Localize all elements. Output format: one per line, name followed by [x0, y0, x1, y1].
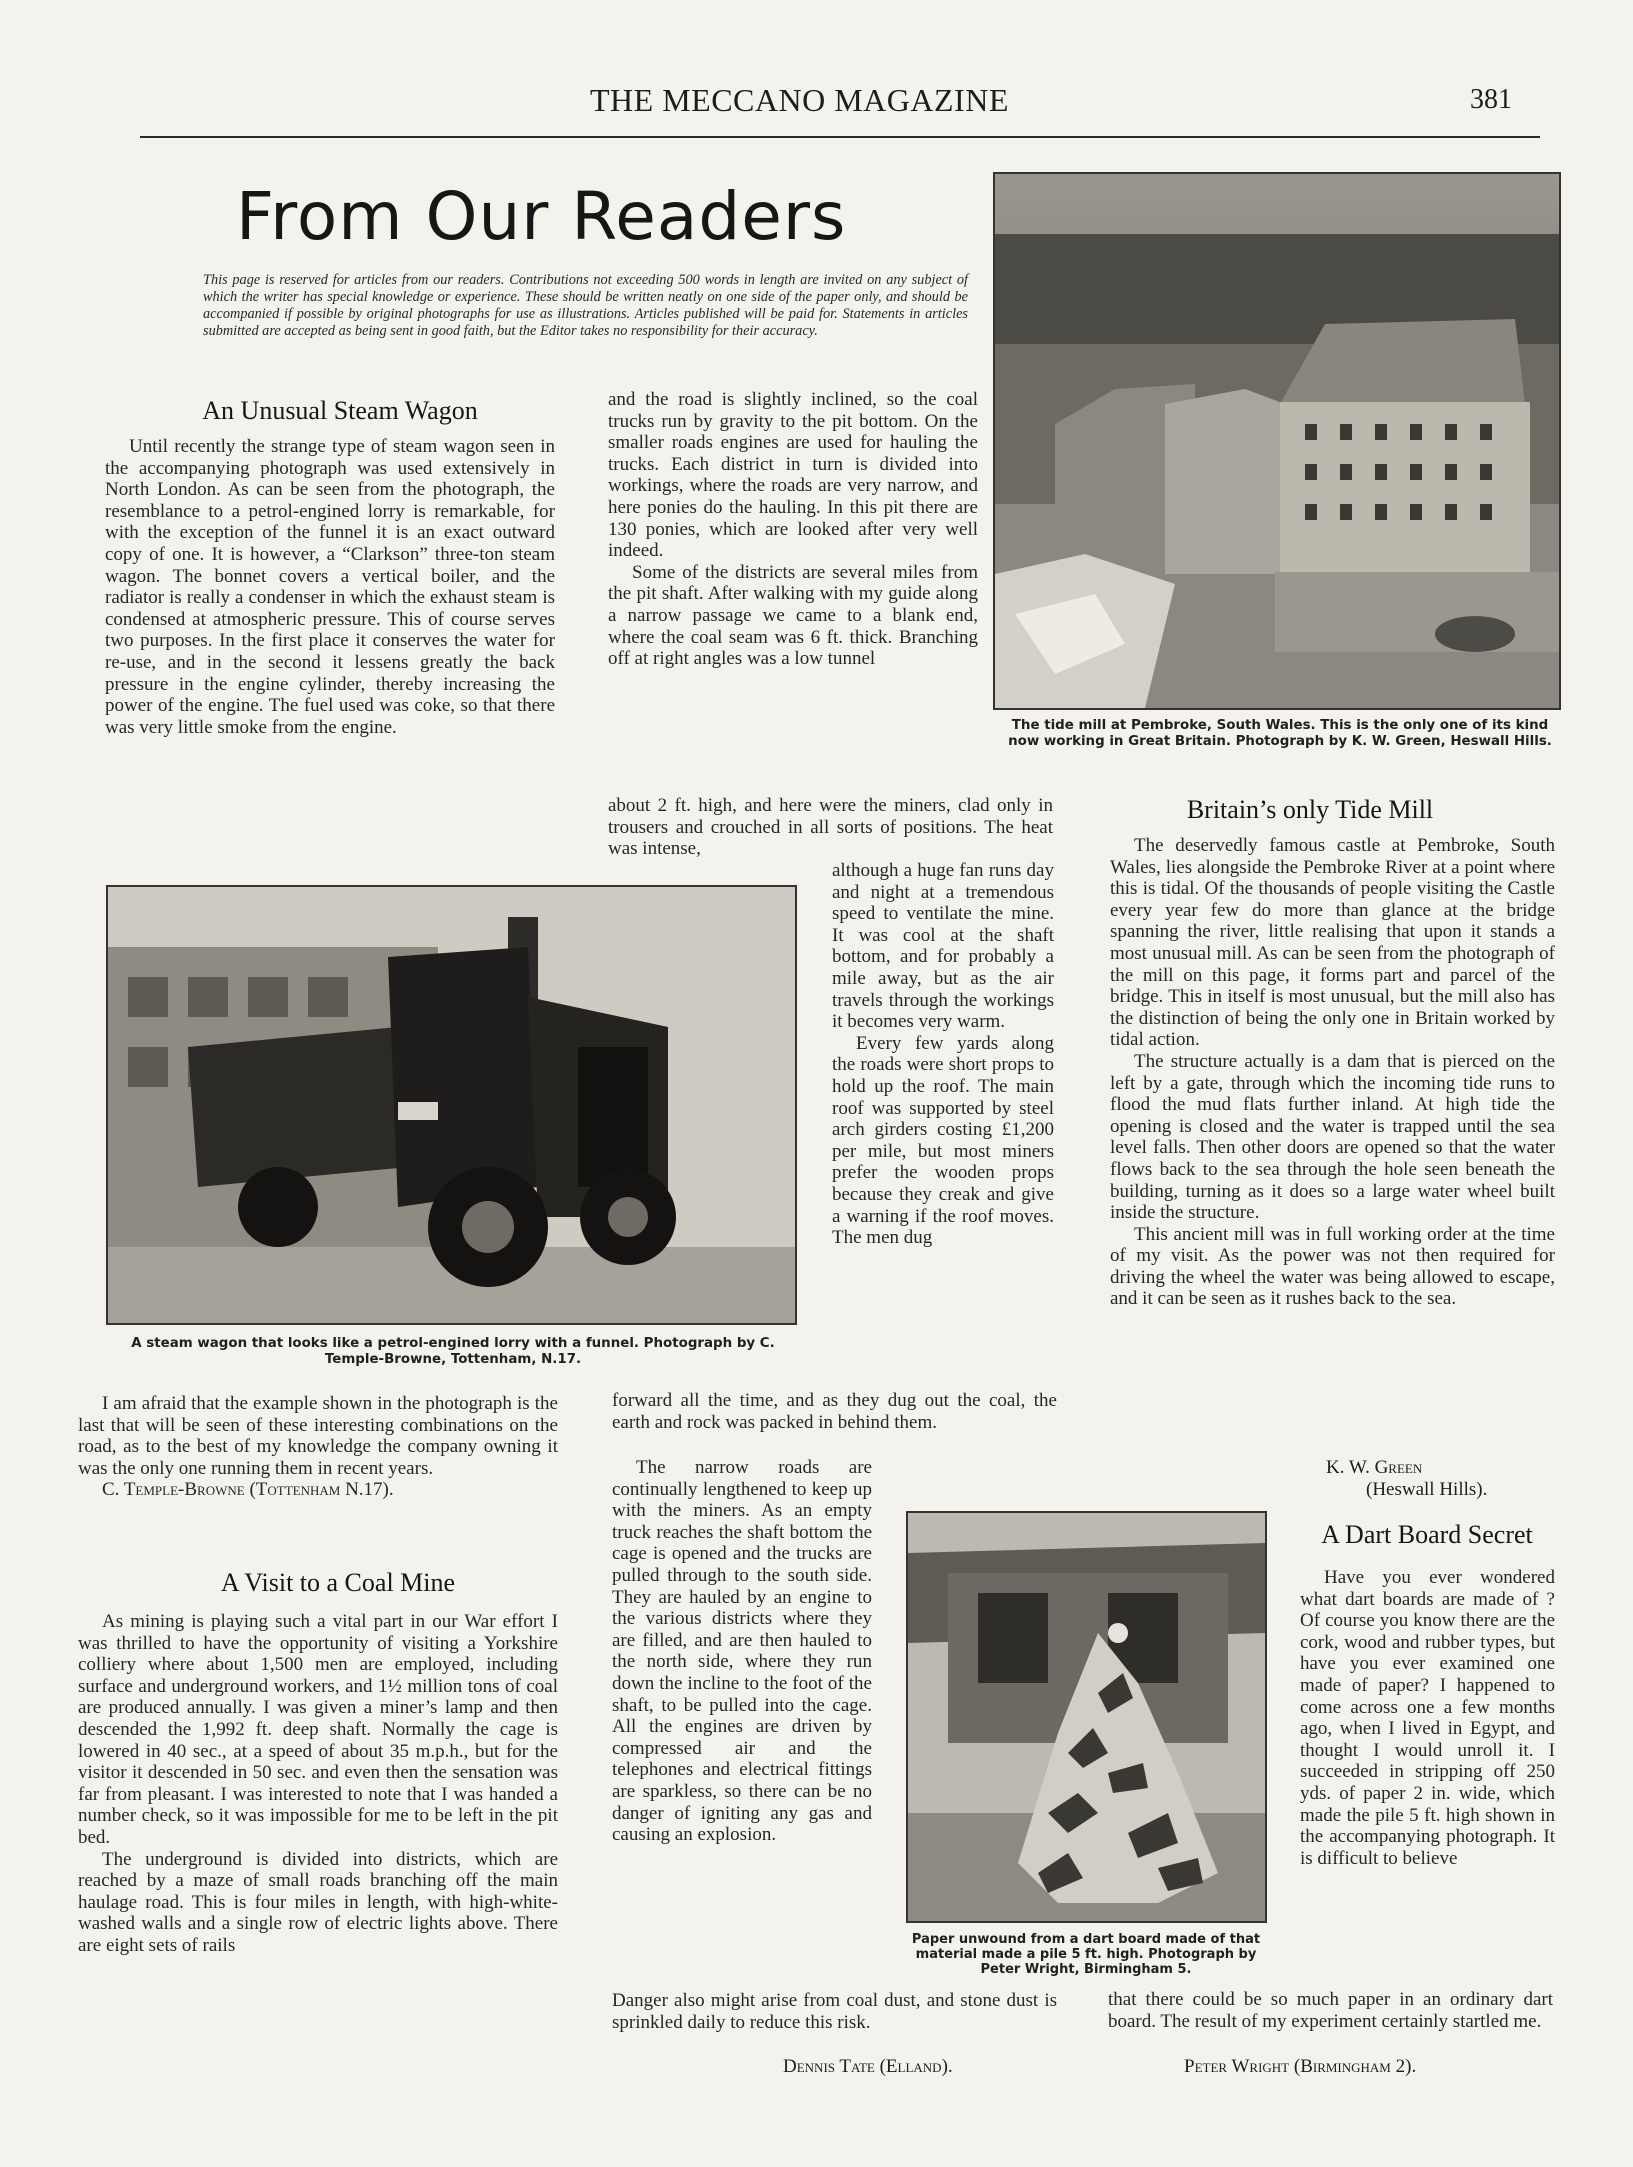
tide-mill-caption: The tide mill at Pembroke, South Wales. This is the only one of its kind now working in Great Britain. Photograph by K. W. Green, Heswall Hills.	[1008, 718, 1552, 749]
tide-mill-photo	[993, 172, 1561, 710]
coal-mine-paragraph-4: Some of the districts are several miles from the pit shaft. After walking with my guide along a narrow passage we came to a blank end, where the coal seam was 6 ft. thick. Branching off at right angles was a low tunnel	[608, 561, 978, 670]
steam-wagon-signature: C. Temple-Browne (Tottenham N.17).	[102, 1479, 394, 1501]
coal-mine-paragraph-4-cont: about 2 ft. high, and here were the miners, clad only in trousers and crouched in all sorts of positions. The heat was intense,	[608, 795, 1053, 860]
steam-wagon-heading: An Unusual Steam Wagon	[202, 396, 478, 425]
steam-wagon-text	[105, 436, 555, 738]
coal-mine-paragraph-4-end: although a huge fan runs day and night at a tremendous speed to ventilate the mine. It was cool at the shaft bottom, and for probably a mile away, but as the air travels through the workings it becomes very warm.	[832, 860, 1054, 1033]
tide-mill-paragraph-1: The deservedly famous castle at Pembroke, South Wales, lies alongside the Pembroke River at a point where this is tidal. Of the thousands of people visiting the Castle every year few do more than glance at the bridge spanning the river, little realising that upon it stands a most unusual mill. As can be seen from the photograph of the mill on this page, it forms part and parcel of the bridge. This in itself is most unusual, but the mill also has the distinction of being the only one in Britain worked by tidal action.	[1110, 835, 1555, 1051]
steam-wagon-paragraph-2: I am afraid that the example shown in the photograph is the last that will be seen of these interesting combinations on the road, as to the best of my knowledge the company owning it was the only one running them in recent years.	[78, 1393, 558, 1479]
coal-mine-signature: Dennis Tate (Elland).	[783, 2056, 953, 2077]
coal-mine-column-2	[608, 389, 978, 670]
dart-board-text-2	[1108, 1989, 1553, 2032]
coal-mine-column-2-narrow	[612, 1457, 872, 1846]
coal-mine-paragraph-2: The underground is divided into districts, which are reached by a maze of small roads branching off the main haulage road. This is four miles in length, with high-white-washed walls and a single row of electric lights above. There are eight sets of rails	[78, 1848, 558, 1956]
steam-wagon-paragraph-1: Until recently the strange type of steam wagon seen in the accompanying photograph was used extensively in North London. As can be seen from the photograph, the resemblance to a petrol-engined lorry is remarkable, for with the exception of the funnel it is an exact outward copy of one. It is however, a “Clarkson” three-ton steam wagon. The bonnet covers a vertical boiler, and the radiator is really a condenser in which the exhaust steam is condensed at atmospheric pressure. This of course serves two purposes. In the first place it conserves the water for re-use, and in the second it lessens greatly the back pressure in the engine cylinder, thereby increasing the power of the engine. The fuel used was coke, so that there was very little smoke from the engine.	[105, 436, 555, 738]
coal-mine-narrow-column	[832, 860, 1054, 1249]
tide-mill-signature-name: K. W. Green	[1326, 1457, 1423, 1478]
coal-mine-heading: A Visit to a Coal Mine	[220, 1568, 456, 1597]
tide-mill-paragraph-2: The structure actually is a dam that is pierced on the left by a gate, through which the incoming tide runs to flood the mud flats further inland. At high tide the opening is closed and the water is trapped until the sea level falls. Then other doors are opened so that the water flows back to the sea through the hole seen beneath the building, turning as it does so a large water wheel built inside the structure.	[1110, 1050, 1555, 1224]
steam-wagon-photo	[106, 885, 797, 1325]
page-title: From Our Readers	[236, 178, 847, 255]
magazine-title: THE MECCANO MAGAZINE	[590, 82, 1009, 118]
dart-board-photo	[906, 1511, 1267, 1923]
tide-mill-text	[1110, 835, 1555, 1310]
coal-mine-paragraph-1: As mining is playing such a vital part in our War effort I was thrilled to have the opportunity of visiting a Yorkshire colliery where about 1,500 men are employed, including surface and underground workers, and 1½ million tons of coal are produced annually. I was given a miner’s lamp and then descended the 1,992 ft. deep shaft. Normally the cage is lowered in 40 sec., at a speed of about 35 m.p.h., but for the visitor it descended in 50 sec. and even then the sensation was far from pleasant. I was interested to note that I was handed a number check, so it was impossible for me to be left in the pit bed.	[78, 1611, 558, 1848]
coal-mine-paragraph-7: Danger also might arise from coal dust, and stone dust is sprinkled daily to reduce this risk.	[612, 1990, 1057, 2033]
coal-mine-paragraph-6: The narrow roads are continually lengthened to keep up with the miners. As an empty truck reaches the shaft bottom the cage is opened and the trucks are pulled through to the south side. They are hauled by an engine to the various districts where they are filled, and are then hauled to the north side, where they run down the incline to the foot of the shaft, to be pulled into the cage. All the engines are driven by compressed air and the telephones and electrical fittings are sparkless, so there can be no danger of igniting any gas and causing an explosion.	[612, 1457, 872, 1846]
coal-mine-paragraph-3: and the road is slightly inclined, so the coal trucks run by gravity to the pit bottom. On the smaller roads engines are used for hauling the trucks. Each district in turn is divided into workings, where the roads are very narrow, and here ponies do the hauling. In this pit there are 130 ponies, which are looked after very well indeed.	[608, 389, 978, 562]
header-rule	[140, 136, 1540, 138]
coal-mine-column-2-wide	[608, 795, 1053, 860]
coal-mine-column-1	[78, 1611, 558, 1957]
steam-wagon-text-2	[78, 1393, 558, 1501]
coal-mine-paragraph-5: Every few yards along the roads were short props to hold up the roof. The main roof was supported by steel arch girders costing £1,200 per mile, but most miners prefer the wooden props because they creak and give a warning if the roof moves. The men dug	[832, 1032, 1054, 1249]
dart-board-paragraph-1: Have you ever wondered what dart boards are made of ? Of course you know there are the cork, wood and rubber types, but have you ever examined one made of paper? I happened to come across one a few months ago, when I lived in Egypt, and thought I would unroll it. I succeeded in stripping off 250 yds. of paper 2 in. wide, which made the pile 5 ft. high shown in the accompanying photograph. It is difficult to believe	[1300, 1567, 1555, 1869]
coal-mine-paragraph-5-cont: forward all the time, and as they dug out the coal, the earth and rock was packed in behind them.	[612, 1390, 1057, 1433]
dart-board-heading: A Dart Board Secret	[1321, 1520, 1533, 1549]
dart-board-paragraph-2: that there could be so much paper in an ordinary dart board. The result of my experiment certainly startled me.	[1108, 1989, 1553, 2032]
dart-board-caption: Paper unwound from a dart board made of that material made a pile 5 ft. high. Photograph by Peter Wright, Birmingham 5.	[911, 1932, 1261, 1977]
tide-mill-signature-place: (Heswall Hills).	[1366, 1479, 1488, 1500]
tide-mill-paragraph-3: This ancient mill was in full working order at the time of my visit. As the power was not then required for driving the wheel the water was being allowed to escape, and it can be seen as it rushes back to the sea.	[1110, 1223, 1555, 1310]
coal-mine-column-2-end	[612, 1990, 1057, 2033]
tide-mill-heading: Britain’s only Tide Mill	[1186, 795, 1434, 824]
coal-mine-column-2-lower	[612, 1390, 1057, 1433]
dart-board-signature: Peter Wright (Birmingham 2).	[1184, 2056, 1417, 2077]
page-number: 381	[1470, 84, 1512, 115]
dart-board-text	[1300, 1567, 1555, 1869]
steam-wagon-caption: A steam wagon that looks like a petrol-engined lorry with a funnel. Photograph by C. Temple-Browne, Tottenham, N.17.	[131, 1336, 775, 1367]
intro-note: This page is reserved for articles from our readers. Contributions not exceeding 500 words in length are invited on any subject of which the writer has special knowledge or experience. These should be written neatly on one side of the paper only, and should be accompanied if possible by original photographs for use as illustrations. Articles published will be paid for. Statements in articles submitted are accepted as being sent in good faith, but the Editor takes no responsibility for their accuracy.	[203, 272, 968, 339]
